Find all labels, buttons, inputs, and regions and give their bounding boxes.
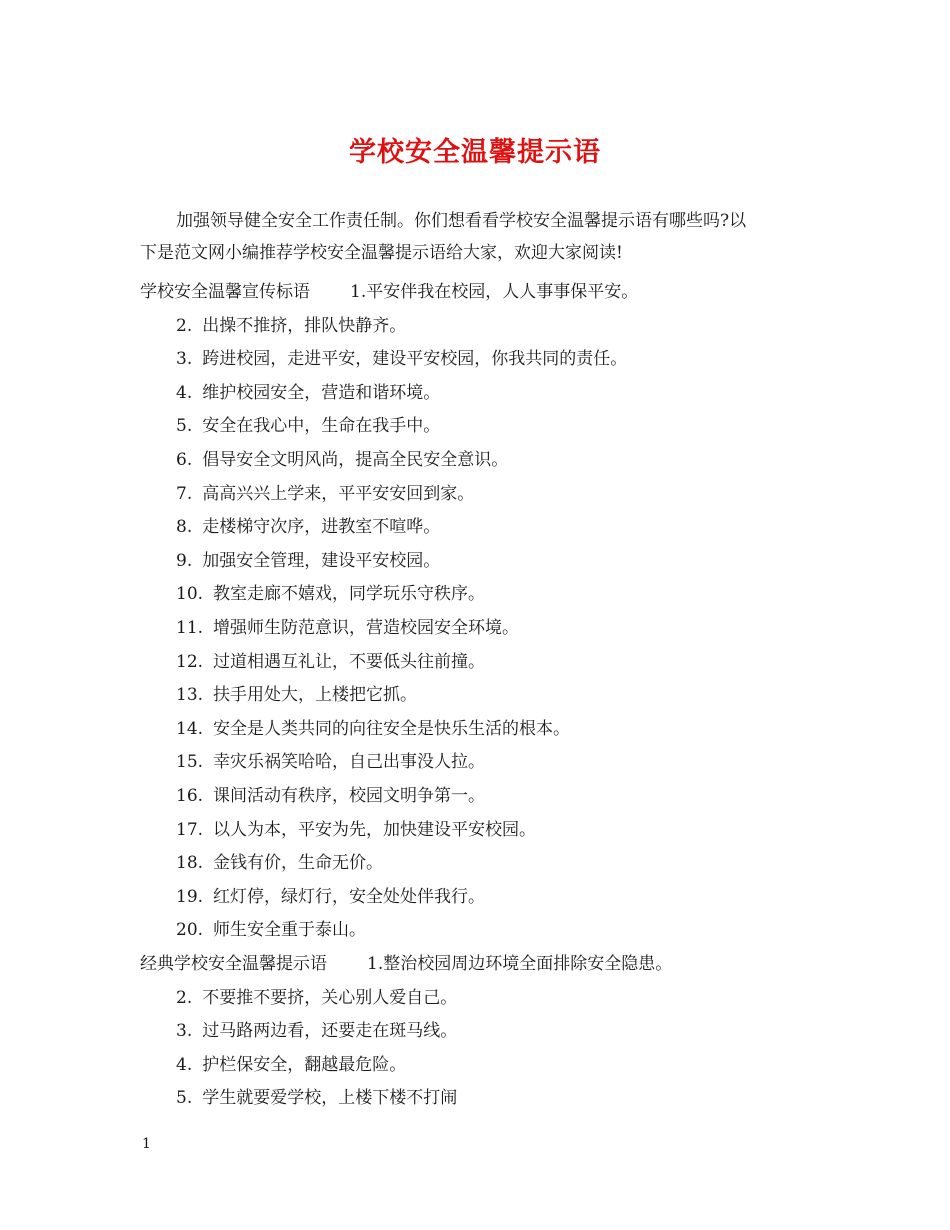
list-item	[176, 483, 474, 505]
list-item	[176, 583, 485, 605]
intro-paragraph	[140, 205, 820, 269]
item-text: 出操不推挤，排队快静齐。	[202, 315, 407, 336]
item-number: 19.	[176, 886, 204, 907]
list-item	[176, 516, 440, 538]
document-title: 学校安全温馨提示语	[349, 137, 601, 168]
item-number: 6.	[176, 450, 193, 470]
list-item	[176, 348, 627, 370]
item-text: 安全在我心中，生命在我手中。	[202, 416, 441, 437]
item-text: 教室走廊不嬉戏，同学玩乐守秩序。	[213, 584, 486, 605]
item-text: 学生就要爱学校，上楼下楼不打闹	[202, 1088, 458, 1109]
intro-line-2: 下是范文网小编推荐学校安全温馨提示语给大家，欢迎大家阅读!	[140, 243, 623, 263]
list-item	[176, 315, 406, 337]
item-text: 走楼梯守次序，进教室不喧哗。	[202, 517, 441, 538]
item-text: 维护校园安全，营造和谐环境。	[202, 382, 441, 403]
item-text: 以人为本，平安为先，加快建设平安校园。	[213, 819, 537, 840]
section-heading-line	[140, 281, 638, 303]
list-item	[176, 852, 383, 874]
item-number: 9.	[176, 550, 193, 571]
list-item	[176, 785, 485, 807]
item-text: 过道相遇互礼让，不要低头往前撞。	[213, 651, 486, 672]
item-number: 20.	[176, 920, 204, 941]
list-item	[176, 1020, 457, 1042]
item-number: 17.	[176, 819, 204, 840]
item-text: 金钱有价，生命无价。	[213, 853, 384, 874]
list-item	[176, 987, 457, 1009]
item-text: 平安伴我在校园，人人事事保平安。	[366, 282, 639, 302]
item-number: 12.	[176, 651, 204, 672]
list-item	[176, 919, 366, 941]
page-number: 1	[142, 1136, 151, 1152]
item-number: 8.	[176, 517, 193, 538]
item-number: 13.	[176, 685, 204, 706]
list-item	[176, 449, 508, 471]
item-number: 5.	[176, 416, 193, 437]
list-item	[176, 617, 519, 639]
item-text: 整治校园周边环境全面排除安全隐患。	[383, 954, 673, 974]
list-item	[176, 751, 485, 773]
item-text: 高高兴兴上学来，平平安安回到家。	[202, 483, 475, 504]
item-text: 师生安全重于泰山。	[213, 920, 367, 941]
item-text: 课间活动有秩序，校园文明争第一。	[213, 786, 486, 806]
item-text: 不要推不要挤，关心别人爱自己。	[202, 987, 458, 1008]
item-number: 1.	[367, 954, 384, 974]
item-text: 过马路两边看，还要走在斑马线。	[202, 1021, 458, 1042]
item-number: 3.	[176, 349, 193, 370]
intro-line-1: 加强领导健全安全工作责任制。你们想看看学校安全温馨提示语有哪些吗?以	[176, 211, 747, 231]
section-heading: 学校安全温馨宣传标语	[140, 282, 310, 302]
item-number: 10.	[176, 584, 204, 605]
list-item	[176, 684, 417, 706]
item-number: 3.	[176, 1021, 193, 1042]
item-number: 2.	[176, 987, 193, 1008]
item-number: 5.	[176, 1088, 193, 1109]
item-number: 7.	[176, 483, 193, 504]
list-item	[176, 550, 440, 572]
item-text: 幸灾乐祸笑哈哈，自己出事没人拉。	[213, 752, 486, 773]
item-number: 14.	[176, 718, 204, 739]
list-item	[176, 1054, 406, 1076]
item-text: 扶手用处大，上楼把它抓。	[213, 685, 418, 706]
list-item	[176, 651, 485, 673]
item-number: 15.	[176, 752, 204, 773]
section-heading-line	[140, 953, 672, 975]
item-number: 4.	[176, 382, 193, 403]
item-number: 16.	[176, 786, 204, 806]
list-item	[176, 415, 440, 437]
item-number: 18.	[176, 853, 204, 874]
item-text: 红灯停，绿灯行，安全处处伴我行。	[213, 886, 486, 907]
item-number: 2.	[176, 315, 193, 336]
section-heading: 经典学校安全温馨提示语	[140, 954, 327, 974]
item-number: 4.	[176, 1054, 193, 1075]
list-item	[176, 886, 485, 908]
item-text: 增强师生防范意识，营造校园安全环境。	[213, 618, 520, 638]
list-item	[176, 718, 570, 740]
item-text: 倡导安全文明风尚，提高全民安全意识。	[202, 450, 509, 470]
item-number: 11.	[176, 618, 204, 638]
item-text: 安全是人类共同的向往安全是快乐生活的根本。	[213, 718, 571, 739]
item-text: 跨进校园，走进平安，建设平安校园，你我共同的责任。	[202, 349, 628, 370]
item-number: 1.	[350, 282, 367, 302]
list-item	[176, 1087, 457, 1109]
item-text: 加强安全管理，建设平安校园。	[202, 550, 441, 571]
list-item	[176, 819, 536, 841]
item-text: 护栏保安全，翻越最危险。	[202, 1054, 407, 1075]
list-item	[176, 382, 440, 404]
